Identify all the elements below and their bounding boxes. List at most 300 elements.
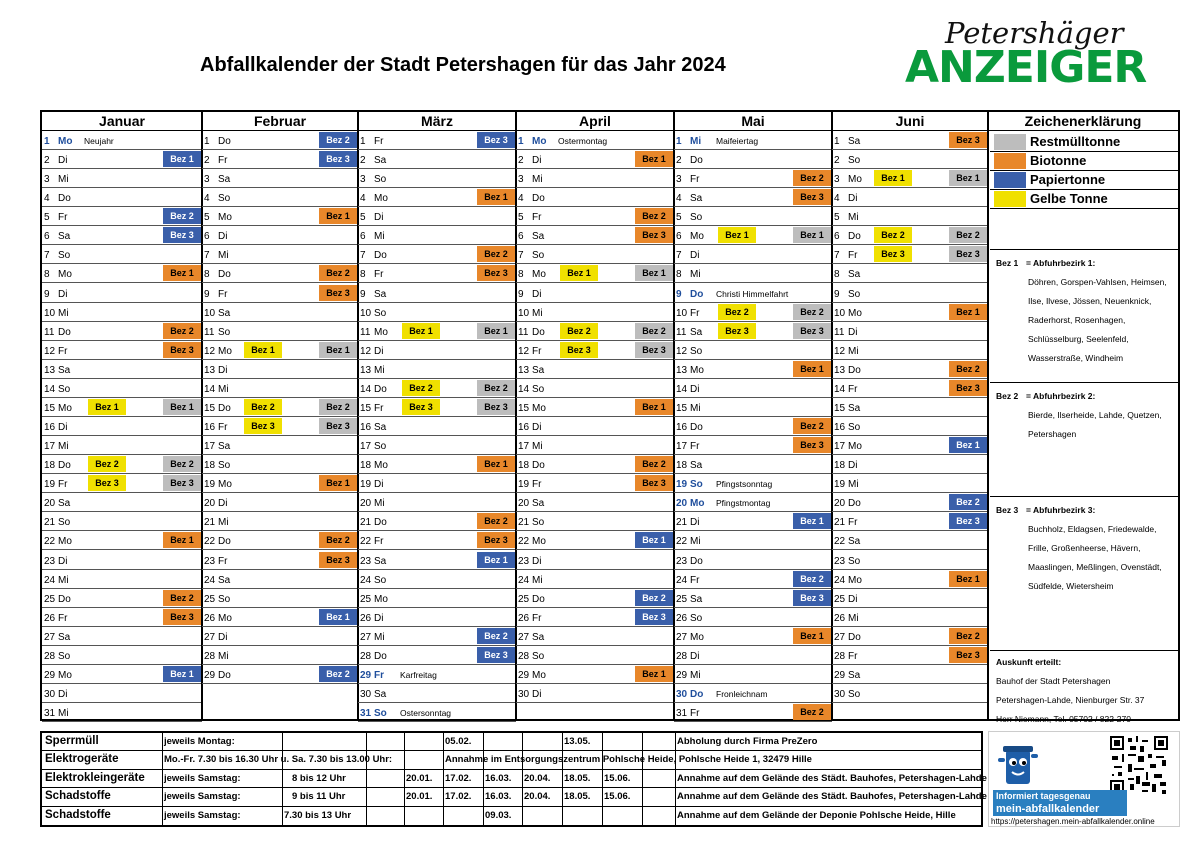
day-cell[interactable] — [202, 131, 358, 150]
day-cell[interactable] — [832, 322, 988, 341]
collection-badge[interactable]: Bez 1 — [718, 227, 756, 243]
collection-badge[interactable]: Bez 1 — [319, 208, 357, 224]
day-cell[interactable] — [42, 188, 202, 207]
day-cell[interactable] — [516, 665, 674, 684]
collection-badge[interactable]: Bez 3 — [477, 132, 515, 148]
collection-badge[interactable]: Bez 2 — [874, 227, 912, 243]
day-cell[interactable] — [358, 398, 516, 417]
day-cell[interactable] — [674, 398, 832, 417]
day-cell[interactable] — [674, 684, 832, 703]
day-cell[interactable] — [832, 207, 988, 226]
collection-badge[interactable]: Bez 1 — [402, 323, 440, 339]
day-cell[interactable] — [516, 608, 674, 627]
day-cell[interactable] — [516, 627, 674, 646]
collection-badge[interactable]: Bez 2 — [635, 590, 673, 606]
day-cell[interactable] — [832, 493, 988, 512]
day-cell[interactable] — [42, 207, 202, 226]
day-cell[interactable] — [358, 417, 516, 436]
collection-badge[interactable]: Bez 3 — [635, 342, 673, 358]
day-number: 3 — [676, 174, 682, 186]
collection-badge[interactable]: Bez 2 — [949, 361, 987, 377]
day-cell[interactable] — [832, 131, 988, 150]
collection-badge[interactable]: Bez 2 — [477, 628, 515, 644]
day-cell[interactable] — [832, 379, 988, 398]
weekday: Di — [532, 555, 542, 567]
day-cell[interactable] — [516, 512, 674, 531]
day-cell[interactable] — [674, 226, 832, 245]
collection-badge[interactable]: Bez 2 — [319, 666, 357, 682]
collection-badge[interactable]: Bez 3 — [163, 227, 201, 243]
collection-badge[interactable]: Bez 3 — [477, 532, 515, 548]
day-cell[interactable] — [674, 341, 832, 360]
day-cell[interactable] — [358, 627, 516, 646]
collection-badge[interactable]: Bez 1 — [793, 361, 831, 377]
day-cell[interactable] — [832, 665, 988, 684]
weekday: Sa — [374, 555, 387, 567]
day-cell[interactable] — [832, 474, 988, 493]
day-cell[interactable] — [358, 703, 516, 722]
day-cell[interactable] — [358, 226, 516, 245]
day-cell[interactable] — [832, 417, 988, 436]
day-cell[interactable] — [202, 341, 358, 360]
day-cell[interactable] — [516, 531, 674, 550]
day-cell[interactable] — [674, 436, 832, 455]
day-cell[interactable] — [42, 303, 202, 322]
collection-badge[interactable]: Bez 2 — [319, 265, 357, 281]
day-cell[interactable] — [358, 245, 516, 264]
collection-badge[interactable]: Bez 3 — [949, 246, 987, 262]
day-cell[interactable] — [202, 665, 358, 684]
day-cell[interactable] — [358, 455, 516, 474]
day-cell[interactable] — [516, 169, 674, 188]
collection-badge[interactable]: Bez 2 — [477, 513, 515, 529]
day-cell[interactable] — [674, 207, 832, 226]
day-cell[interactable] — [42, 341, 202, 360]
day-cell[interactable] — [358, 570, 516, 589]
day-cell[interactable] — [42, 436, 202, 455]
collection-badge[interactable]: Bez 2 — [319, 132, 357, 148]
day-cell[interactable] — [202, 398, 358, 417]
day-cell[interactable] — [832, 627, 988, 646]
collection-badge[interactable]: Bez 2 — [163, 590, 201, 606]
day-number: 5 — [676, 212, 682, 224]
day-cell[interactable] — [832, 512, 988, 531]
day-cell[interactable] — [516, 303, 674, 322]
day-cell[interactable] — [42, 322, 202, 341]
day-cell[interactable] — [674, 284, 832, 303]
day-cell[interactable] — [202, 417, 358, 436]
collection-badge[interactable]: Bez 3 — [793, 323, 831, 339]
collection-badge[interactable]: Bez 3 — [477, 399, 515, 415]
collection-badge[interactable]: Bez 1 — [874, 170, 912, 186]
day-cell[interactable] — [202, 150, 358, 169]
collection-badge[interactable]: Bez 3 — [244, 418, 282, 434]
day-cell[interactable] — [832, 245, 988, 264]
collection-badge[interactable]: Bez 3 — [793, 590, 831, 606]
collection-badge[interactable]: Bez 1 — [319, 475, 357, 491]
day-cell[interactable] — [202, 436, 358, 455]
collection-badge[interactable]: Bez 1 — [163, 666, 201, 682]
collection-badge[interactable]: Bez 1 — [949, 437, 987, 453]
day-cell[interactable] — [358, 589, 516, 608]
legend-label: Papiertonne — [1030, 172, 1106, 187]
day-cell[interactable] — [832, 264, 988, 283]
day-cell[interactable] — [358, 150, 516, 169]
collection-badge[interactable]: Bez 3 — [949, 513, 987, 529]
collection-badge[interactable]: Bez 3 — [793, 437, 831, 453]
day-cell[interactable] — [674, 608, 832, 627]
day-cell[interactable] — [832, 360, 988, 379]
day-cell[interactable] — [516, 570, 674, 589]
day-cell[interactable] — [202, 322, 358, 341]
collection-badge[interactable]: Bez 1 — [560, 265, 598, 281]
day-cell[interactable] — [202, 284, 358, 303]
collection-badge[interactable]: Bez 2 — [635, 208, 673, 224]
app-url[interactable]: https://petershagen.mein-abfallkalender.online — [991, 817, 1155, 826]
day-cell[interactable] — [516, 589, 674, 608]
day-cell[interactable] — [42, 150, 202, 169]
collection-badge[interactable]: Bez 2 — [718, 304, 756, 320]
day-cell[interactable] — [832, 226, 988, 245]
collection-badge[interactable]: Bez 3 — [402, 399, 440, 415]
day-cell[interactable] — [42, 131, 202, 150]
day-cell[interactable] — [832, 531, 988, 550]
day-cell[interactable] — [516, 322, 674, 341]
collection-badge[interactable]: Bez 1 — [163, 265, 201, 281]
day-cell[interactable] — [516, 474, 674, 493]
collection-badge[interactable]: Bez 2 — [793, 704, 831, 720]
day-cell[interactable] — [674, 264, 832, 283]
day-cell[interactable] — [202, 207, 358, 226]
day-cell[interactable] — [358, 131, 516, 150]
qr-code-icon[interactable] — [1109, 736, 1169, 794]
day-cell[interactable] — [674, 360, 832, 379]
day-cell[interactable] — [516, 551, 674, 570]
day-cell[interactable] — [42, 493, 202, 512]
collection-badge[interactable]: Bez 3 — [874, 246, 912, 262]
collection-badge[interactable]: Bez 1 — [949, 571, 987, 587]
day-cell[interactable] — [516, 188, 674, 207]
day-cell[interactable] — [516, 398, 674, 417]
day-cell[interactable] — [202, 512, 358, 531]
collection-badge[interactable]: Bez 2 — [949, 628, 987, 644]
collection-badge[interactable]: Bez 2 — [793, 571, 831, 587]
day-cell[interactable] — [832, 284, 988, 303]
day-cell[interactable] — [516, 417, 674, 436]
day-cell[interactable] — [674, 531, 832, 550]
day-number: 15 — [518, 402, 530, 414]
day-cell[interactable] — [358, 493, 516, 512]
collection-badge[interactable]: Bez 3 — [635, 227, 673, 243]
collection-badge[interactable]: Bez 1 — [793, 513, 831, 529]
day-cell[interactable] — [42, 684, 202, 703]
day-cell[interactable] — [516, 360, 674, 379]
collection-badge[interactable]: Bez 2 — [635, 456, 673, 472]
day-cell[interactable] — [516, 455, 674, 474]
collection-badge[interactable]: Bez 3 — [319, 285, 357, 301]
collection-badge[interactable]: Bez 1 — [88, 399, 126, 415]
day-cell[interactable] — [516, 493, 674, 512]
day-cell[interactable] — [516, 646, 674, 665]
collection-badge[interactable]: Bez 1 — [477, 456, 515, 472]
day-cell[interactable] — [674, 245, 832, 264]
day-cell[interactable] — [516, 245, 674, 264]
day-cell[interactable] — [358, 303, 516, 322]
weekday: Mi — [690, 536, 701, 548]
collection-badge[interactable]: Bez 2 — [163, 323, 201, 339]
day-cell[interactable] — [674, 150, 832, 169]
collection-badge[interactable]: Bez 1 — [949, 304, 987, 320]
collection-badge[interactable]: Bez 2 — [949, 494, 987, 510]
collection-badge[interactable]: Bez 3 — [949, 380, 987, 396]
day-cell[interactable] — [358, 284, 516, 303]
day-cell[interactable] — [358, 379, 516, 398]
collection-badge[interactable]: Bez 1 — [635, 265, 673, 281]
day-cell[interactable] — [516, 207, 674, 226]
day-cell[interactable] — [42, 531, 202, 550]
day-cell[interactable] — [832, 646, 988, 665]
collection-badge[interactable]: Bez 3 — [163, 342, 201, 358]
collection-badge[interactable]: Bez 1 — [244, 342, 282, 358]
day-cell[interactable] — [42, 551, 202, 570]
day-cell[interactable] — [358, 531, 516, 550]
collection-badge[interactable]: Bez 3 — [163, 609, 201, 625]
day-cell[interactable] — [358, 551, 516, 570]
day-cell[interactable] — [202, 188, 358, 207]
collection-badge[interactable]: Bez 1 — [477, 552, 515, 568]
collection-badge[interactable]: Bez 3 — [319, 418, 357, 434]
day-cell[interactable] — [42, 245, 202, 264]
day-cell[interactable] — [674, 169, 832, 188]
day-number: 5 — [518, 212, 524, 224]
day-cell[interactable] — [674, 417, 832, 436]
day-cell[interactable] — [42, 398, 202, 417]
day-cell[interactable] — [674, 627, 832, 646]
day-cell[interactable] — [202, 455, 358, 474]
collection-badge[interactable]: Bez 3 — [560, 342, 598, 358]
collection-badge[interactable]: Bez 1 — [319, 609, 357, 625]
collection-badge[interactable]: Bez 1 — [163, 151, 201, 167]
collection-badge[interactable]: Bez 1 — [635, 151, 673, 167]
day-cell[interactable] — [674, 322, 832, 341]
day-cell[interactable] — [674, 665, 832, 684]
collection-badge[interactable]: Bez 1 — [163, 399, 201, 415]
collection-badge[interactable]: Bez 1 — [635, 399, 673, 415]
collection-badge[interactable]: Bez 3 — [949, 132, 987, 148]
day-cell[interactable] — [674, 551, 832, 570]
day-cell[interactable] — [42, 169, 202, 188]
day-cell[interactable] — [202, 646, 358, 665]
collection-badge[interactable]: Bez 3 — [319, 151, 357, 167]
day-cell[interactable] — [358, 188, 516, 207]
day-cell[interactable] — [832, 608, 988, 627]
day-cell[interactable] — [832, 398, 988, 417]
collection-badge[interactable]: Bez 2 — [319, 532, 357, 548]
day-cell[interactable] — [358, 646, 516, 665]
day-cell[interactable] — [832, 589, 988, 608]
day-cell[interactable] — [358, 264, 516, 283]
collection-badge[interactable]: Bez 2 — [163, 456, 201, 472]
day-cell[interactable] — [516, 150, 674, 169]
collection-badge[interactable]: Bez 2 — [244, 399, 282, 415]
app-promo[interactable] — [988, 731, 1180, 827]
day-cell[interactable] — [202, 245, 358, 264]
collection-badge[interactable]: Bez 1 — [319, 342, 357, 358]
collection-badge[interactable]: Bez 2 — [319, 399, 357, 415]
day-cell[interactable] — [832, 150, 988, 169]
collection-badge[interactable]: Bez 1 — [477, 323, 515, 339]
day-cell[interactable] — [202, 379, 358, 398]
collection-badge[interactable]: Bez 2 — [793, 418, 831, 434]
day-cell[interactable] — [42, 284, 202, 303]
collection-badge[interactable]: Bez 2 — [560, 323, 598, 339]
day-cell[interactable] — [42, 570, 202, 589]
day-cell[interactable] — [674, 703, 832, 722]
day-cell[interactable] — [516, 284, 674, 303]
day-cell[interactable] — [516, 264, 674, 283]
collection-badge[interactable]: Bez 1 — [477, 189, 515, 205]
collection-badge[interactable]: Bez 3 — [477, 647, 515, 663]
day-cell[interactable] — [202, 589, 358, 608]
day-cell[interactable] — [832, 684, 988, 703]
day-cell[interactable] — [358, 341, 516, 360]
day-cell[interactable] — [202, 169, 358, 188]
info-row-label: Elektrokleingeräte — [45, 771, 145, 784]
collection-badge[interactable]: Bez 3 — [949, 647, 987, 663]
weekday: So — [690, 479, 703, 491]
collection-badge[interactable]: Bez 3 — [163, 475, 201, 491]
day-number: 16 — [360, 422, 372, 434]
legend — [990, 133, 1180, 724]
collection-badge[interactable]: Bez 3 — [88, 475, 126, 491]
day-cell[interactable] — [674, 646, 832, 665]
day-cell[interactable] — [358, 665, 516, 684]
day-cell[interactable] — [42, 455, 202, 474]
day-cell[interactable] — [202, 493, 358, 512]
day-cell[interactable] — [42, 360, 202, 379]
day-cell[interactable] — [674, 379, 832, 398]
day-cell[interactable] — [516, 379, 674, 398]
day-number: 23 — [518, 555, 530, 567]
day-cell[interactable] — [516, 436, 674, 455]
day-cell[interactable] — [358, 169, 516, 188]
collection-badge[interactable]: Bez 1 — [793, 628, 831, 644]
collection-badge[interactable]: Bez 1 — [163, 532, 201, 548]
day-cell[interactable] — [358, 207, 516, 226]
day-number: 28 — [676, 650, 688, 662]
day-cell[interactable] — [674, 589, 832, 608]
collection-badge[interactable]: Bez 2 — [793, 170, 831, 186]
weekday: Mo — [690, 631, 704, 643]
info-row-label: Schadstoffe — [45, 790, 111, 803]
collection-badge[interactable]: Bez 1 — [635, 666, 673, 682]
day-cell[interactable] — [202, 264, 358, 283]
day-cell[interactable] — [674, 493, 832, 512]
day-cell[interactable] — [674, 131, 832, 150]
day-cell[interactable] — [516, 131, 674, 150]
day-cell[interactable] — [832, 455, 988, 474]
collection-badge[interactable]: Bez 2 — [477, 246, 515, 262]
collection-badge[interactable]: Bez 3 — [319, 552, 357, 568]
collection-badge[interactable]: Bez 2 — [163, 208, 201, 224]
collection-badge[interactable]: Bez 1 — [949, 170, 987, 186]
day-cell[interactable] — [674, 570, 832, 589]
day-cell[interactable] — [516, 684, 674, 703]
day-cell[interactable] — [202, 608, 358, 627]
weekday: Mo — [532, 269, 546, 281]
collection-badge[interactable]: Bez 2 — [477, 380, 515, 396]
day-cell[interactable] — [42, 379, 202, 398]
day-cell[interactable] — [202, 570, 358, 589]
day-cell[interactable] — [674, 512, 832, 531]
day-cell[interactable] — [202, 303, 358, 322]
day-cell[interactable] — [202, 627, 358, 646]
day-cell[interactable] — [674, 303, 832, 322]
day-cell[interactable] — [202, 474, 358, 493]
day-cell[interactable] — [832, 551, 988, 570]
day-cell[interactable] — [516, 341, 674, 360]
day-cell[interactable] — [516, 226, 674, 245]
day-cell[interactable] — [42, 417, 202, 436]
day-cell[interactable] — [832, 169, 988, 188]
day-cell[interactable] — [358, 512, 516, 531]
collection-badge[interactable]: Bez 1 — [793, 227, 831, 243]
day-cell[interactable] — [202, 531, 358, 550]
day-number: 23 — [676, 555, 688, 567]
day-cell[interactable] — [358, 436, 516, 455]
day-cell[interactable] — [358, 684, 516, 703]
day-cell[interactable] — [674, 455, 832, 474]
collection-badge[interactable]: Bez 2 — [402, 380, 440, 396]
day-cell[interactable] — [674, 474, 832, 493]
day-cell[interactable] — [42, 608, 202, 627]
collection-badge[interactable]: Bez 2 — [793, 304, 831, 320]
day-cell[interactable] — [42, 474, 202, 493]
day-number: 6 — [360, 231, 366, 243]
day-cell[interactable] — [202, 551, 358, 570]
collection-badge[interactable]: Bez 3 — [635, 475, 673, 491]
day-cell[interactable] — [832, 570, 988, 589]
day-cell[interactable] — [674, 188, 832, 207]
day-cell[interactable] — [832, 436, 988, 455]
day-cell[interactable] — [358, 322, 516, 341]
day-cell[interactable] — [42, 589, 202, 608]
day-cell[interactable] — [42, 264, 202, 283]
day-cell[interactable] — [42, 226, 202, 245]
day-cell[interactable] — [202, 226, 358, 245]
day-cell[interactable] — [42, 703, 202, 722]
collection-badge[interactable]: Bez 2 — [949, 227, 987, 243]
collection-badge[interactable]: Bez 2 — [88, 456, 126, 472]
day-cell[interactable] — [832, 303, 988, 322]
day-cell[interactable] — [832, 188, 988, 207]
day-cell[interactable] — [42, 665, 202, 684]
day-cell[interactable] — [42, 627, 202, 646]
collection-badge[interactable]: Bez 3 — [793, 189, 831, 205]
collection-badge[interactable]: Bez 1 — [635, 532, 673, 548]
collection-badge[interactable]: Bez 3 — [477, 265, 515, 281]
day-cell[interactable] — [358, 474, 516, 493]
collection-badge[interactable]: Bez 3 — [718, 323, 756, 339]
day-cell[interactable] — [42, 512, 202, 531]
collection-badge[interactable]: Bez 2 — [635, 323, 673, 339]
day-cell[interactable] — [832, 341, 988, 360]
day-cell[interactable] — [358, 608, 516, 627]
day-cell[interactable] — [358, 360, 516, 379]
day-cell[interactable] — [202, 360, 358, 379]
day-cell[interactable] — [42, 646, 202, 665]
collection-badge[interactable]: Bez 3 — [635, 609, 673, 625]
